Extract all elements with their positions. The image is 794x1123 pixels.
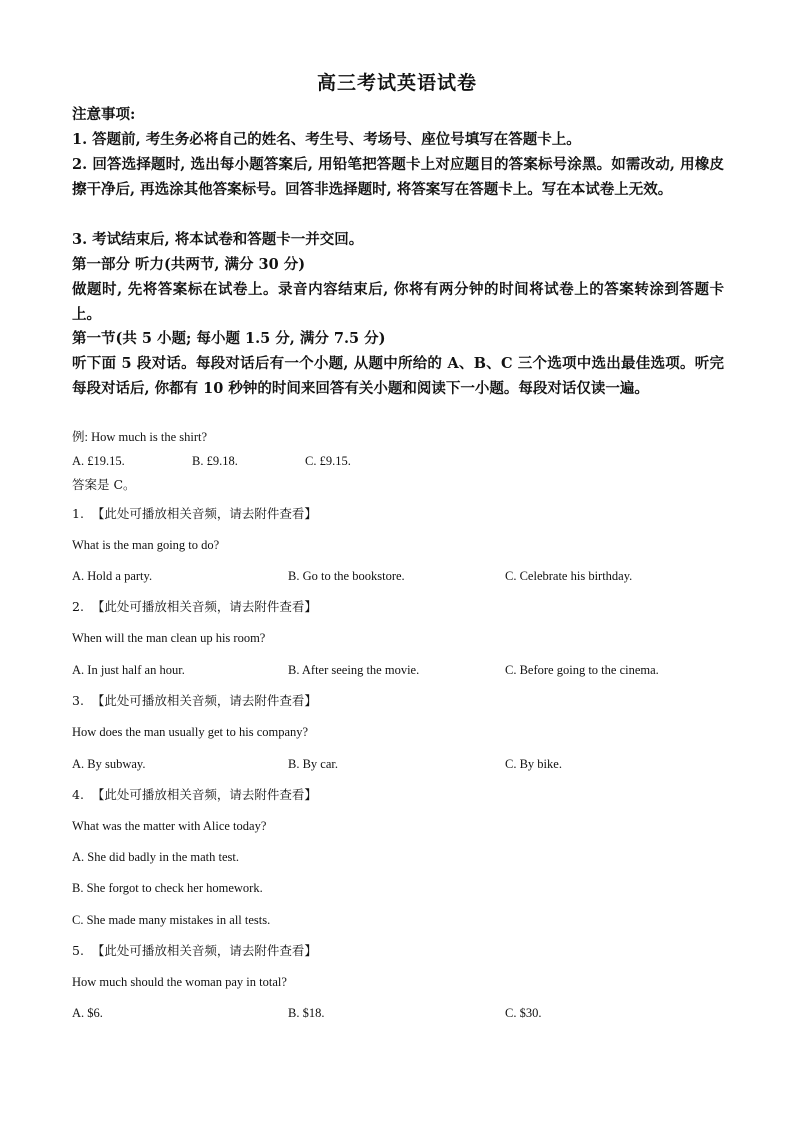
question-4-option-b[interactable]: B. She forgot to check her homework. [72, 881, 263, 895]
question-1-option-c[interactable]: C. Celebrate his birthday. [505, 569, 633, 583]
question-1-text: What is the man going to do? [72, 538, 220, 552]
example-question: 例: How much is the shirt? [72, 430, 208, 444]
question-5-option-b[interactable]: B. $18. [288, 1006, 325, 1020]
question-3-audio-line [72, 692, 317, 710]
notice-item-3: 3. 考试结束后, 将本试卷和答题卡一并交回。 [72, 231, 364, 248]
notice-heading: 注意事项: [72, 106, 136, 123]
question-number: 5. [72, 943, 84, 958]
question-number: 1. [72, 506, 84, 521]
example-option-b: B. £9.18. [192, 454, 238, 468]
page-title: 高三考试英语试卷 [316, 72, 477, 94]
section1-instruction: 听下面 5 段对话。每段对话后有一个小题, 从题中所给的 A、B、C 三个选项中选出最佳选项。听完每段对话后, 你都有 10 秒钟的时间来回答有关小题和阅读下一小题。每段对话仅读一遍。 [72, 355, 724, 397]
part1-heading: 第一部分 听力(共两节, 满分 30 分) [72, 256, 306, 273]
question-1-option-a[interactable]: A. Hold a party. [72, 569, 153, 583]
question-5-option-a[interactable]: A. $6. [72, 1006, 103, 1020]
question-4-text: What was the matter with Alice today? [72, 819, 267, 833]
example-answer: 答案是 C。 [72, 477, 136, 492]
notice-item-1: 1. 答题前, 考生务必将自己的姓名、考生号、考场号、座位号填写在答题卡上。 [72, 131, 581, 148]
question-4-option-c[interactable]: C. She made many mistakes in all tests. [72, 913, 271, 927]
audio-placeholder[interactable]: 【此处可播放相关音频，请去附件查看】 [91, 693, 317, 708]
question-2-text: When will the man clean up his room? [72, 631, 266, 645]
question-number: 4. [72, 787, 84, 802]
question-1-option-b[interactable]: B. Go to the bookstore. [288, 569, 405, 583]
audio-placeholder[interactable]: 【此处可播放相关音频，请去附件查看】 [91, 599, 317, 614]
question-3-option-b[interactable]: B. By car. [288, 757, 338, 771]
question-2-option-a[interactable]: A. In just half an hour. [72, 663, 185, 677]
notice-item-2: 2. 回答选择题时, 选出每小题答案后, 用铅笔把答题卡上对应题目的答案标号涂黑。如需改动, 用橡皮擦干净后, 再选涂其他答案标号。回答非选择题时, 将答案写在答题卡上。写在本试卷上无效。 [72, 156, 724, 198]
question-3-option-c[interactable]: C. By bike. [505, 757, 562, 771]
question-number: 3. [72, 693, 84, 708]
question-1-audio-line [72, 505, 317, 523]
question-3-text: How does the man usually get to his company? [72, 725, 309, 739]
question-3-option-a[interactable]: A. By subway. [72, 757, 146, 771]
part1-instruction: 做题时, 先将答案标在试卷上。录音内容结束后, 你将有两分钟的时间将试卷上的答案转涂到答题卡上。 [72, 281, 724, 323]
question-number: 2. [72, 599, 84, 614]
example-option-a: A. £19.15. [72, 454, 125, 468]
question-2-option-b[interactable]: B. After seeing the movie. [288, 663, 420, 677]
audio-placeholder[interactable]: 【此处可播放相关音频，请去附件查看】 [91, 506, 317, 521]
question-4-audio-line [72, 786, 317, 804]
question-5-option-c[interactable]: C. $30. [505, 1006, 542, 1020]
question-4-option-a[interactable]: A. She did badly in the math test. [72, 850, 239, 864]
audio-placeholder[interactable]: 【此处可播放相关音频，请去附件查看】 [91, 943, 317, 958]
question-2-option-c[interactable]: C. Before going to the cinema. [505, 663, 659, 677]
question-2-audio-line [72, 598, 317, 616]
question-5-text: How much should the woman pay in total? [72, 975, 287, 989]
section1-heading: 第一节(共 5 小题; 每小题 1.5 分, 满分 7.5 分) [72, 330, 386, 347]
example-option-c: C. £9.15. [305, 454, 351, 468]
question-5-audio-line [72, 942, 317, 960]
audio-placeholder[interactable]: 【此处可播放相关音频，请去附件查看】 [91, 787, 317, 802]
